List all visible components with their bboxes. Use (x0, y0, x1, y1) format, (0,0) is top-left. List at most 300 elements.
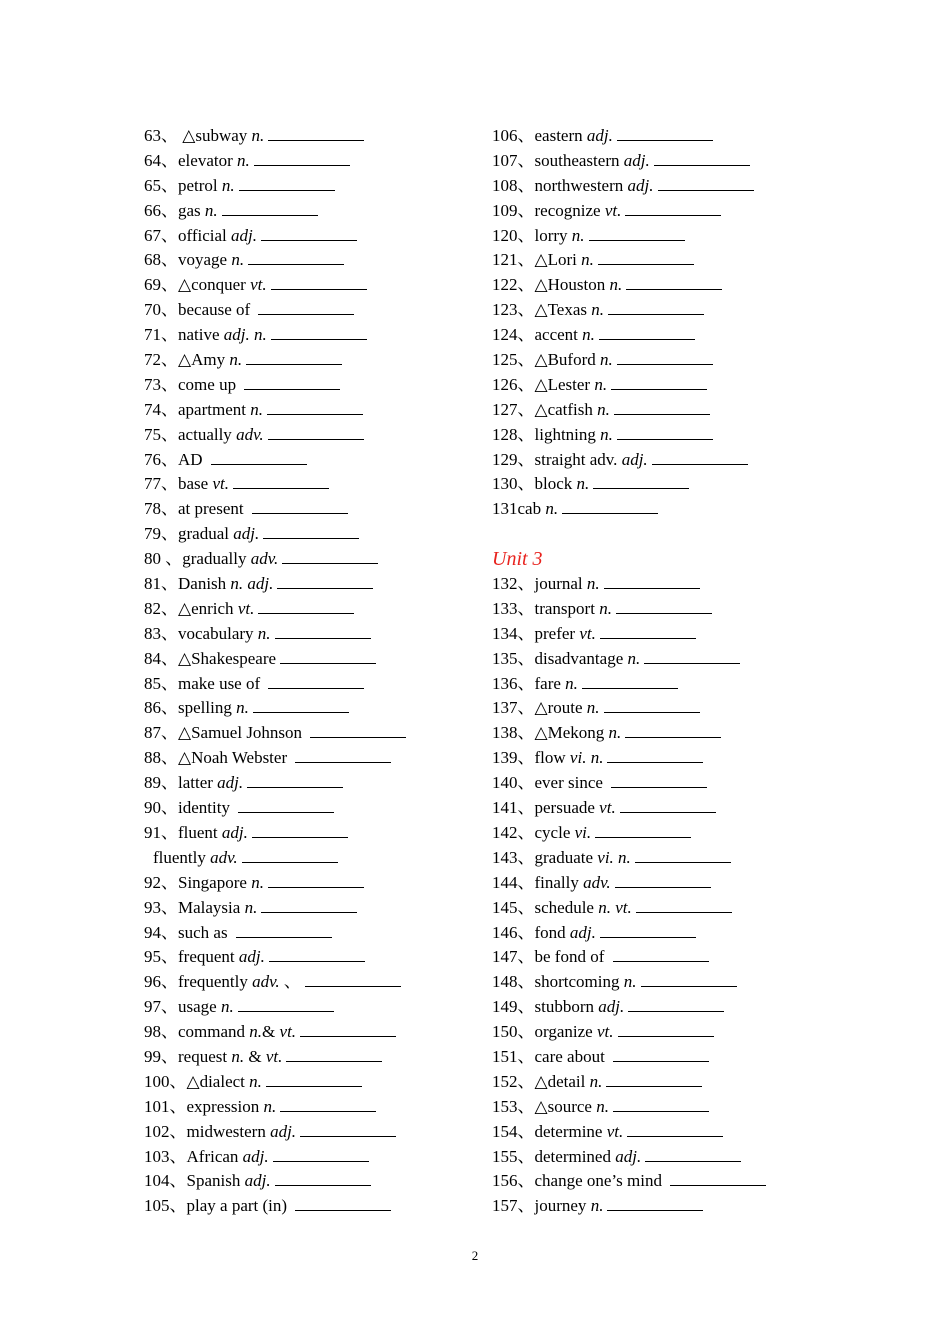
answer-blank[interactable] (654, 151, 750, 166)
vocab-word: block (534, 474, 577, 494)
vocab-item (492, 647, 812, 672)
vocab-item (144, 995, 464, 1020)
answer-blank[interactable] (607, 1196, 703, 1211)
answer-blank[interactable] (310, 723, 406, 738)
answer-blank[interactable] (620, 798, 716, 813)
answer-blank[interactable] (617, 350, 713, 365)
part-of-speech: n. (600, 424, 613, 444)
part-of-speech: adj. (621, 449, 648, 469)
vocab-item (492, 921, 812, 946)
vocab-item (144, 721, 464, 746)
vocab-item (144, 572, 464, 597)
item-number: 63、 (144, 126, 183, 145)
unit-heading: Unit 3 (492, 548, 543, 571)
vocab-item (492, 1145, 812, 1170)
answer-blank[interactable] (617, 425, 713, 440)
vocab-word: organize (534, 1022, 597, 1042)
answer-blank[interactable] (286, 1047, 382, 1062)
vocab-item (492, 1070, 812, 1095)
vocab-item (492, 572, 812, 597)
item-number: 80 、 (144, 549, 183, 569)
vocab-item (144, 597, 464, 622)
item-number: 65、 (144, 175, 178, 195)
vocab-word: graduate (534, 847, 598, 867)
answer-blank[interactable] (247, 773, 343, 788)
item-number: 106、 (492, 126, 535, 145)
vocab-item (144, 647, 464, 672)
answer-blank[interactable] (608, 300, 704, 315)
answer-blank[interactable] (277, 574, 373, 589)
vocab-item (144, 199, 464, 224)
answer-blank[interactable] (641, 972, 737, 987)
part-of-speech: n. (545, 499, 559, 519)
item-number: 155、 (492, 1146, 535, 1166)
answer-blank[interactable] (615, 873, 711, 888)
answer-blank[interactable] (280, 1097, 376, 1112)
item-number: 75、 (144, 424, 178, 444)
item-number: 92、 (144, 872, 178, 892)
vocab-word: △dialect (186, 1071, 250, 1091)
item-number: 89、 (144, 773, 178, 793)
answer-blank[interactable] (635, 848, 731, 863)
vocab-word: stubborn (534, 997, 599, 1017)
vocab-word: northwestern (534, 175, 628, 195)
conjunction: & (262, 1022, 280, 1042)
vocab-word: journal (534, 574, 587, 594)
item-number: 137、 (492, 698, 535, 718)
answer-blank[interactable] (222, 201, 318, 216)
vocab-item (144, 224, 464, 249)
vocab-word: shortcoming (534, 972, 624, 992)
item-number: 120、 (492, 225, 535, 245)
vocab-word: recognize (534, 200, 605, 220)
vocab-word: usage (178, 997, 221, 1017)
vocab-word: △Shakespeare (178, 648, 277, 668)
item-number: 84、 (144, 648, 178, 668)
answer-blank[interactable] (252, 499, 348, 514)
answer-blank[interactable] (271, 275, 367, 290)
answer-blank[interactable] (267, 400, 363, 415)
item-number: 139、 (492, 748, 535, 768)
answer-blank[interactable] (248, 250, 344, 265)
vocab-item (492, 323, 812, 348)
answer-blank[interactable] (254, 151, 350, 166)
vocab-word: gas (178, 200, 205, 220)
item-number: 97、 (144, 997, 178, 1017)
answer-blank[interactable] (589, 226, 685, 241)
answer-blank[interactable] (599, 325, 695, 340)
item-number: 148、 (492, 972, 535, 992)
answer-blank[interactable] (626, 275, 722, 290)
vocab-word: because of (178, 300, 255, 320)
part-of-speech: n. (229, 350, 243, 370)
item-number: 73、 (144, 374, 178, 394)
vocab-item (492, 298, 812, 323)
vocab-item (492, 597, 812, 622)
vocab-item (492, 398, 812, 423)
part-of-speech: n. (231, 250, 245, 270)
item-number: 124、 (492, 325, 535, 345)
answer-blank[interactable] (617, 126, 713, 141)
vocab-word: request (178, 1046, 232, 1066)
vocab-item (144, 248, 464, 273)
vocab-word: flow (534, 748, 570, 768)
answer-blank[interactable] (645, 1147, 741, 1162)
vocab-word: cab (517, 499, 546, 519)
answer-blank[interactable] (628, 997, 724, 1012)
vocab-word: △source (534, 1096, 597, 1116)
vocab-item (492, 1095, 812, 1120)
vocab-item (144, 796, 464, 821)
vocab-item (144, 373, 464, 398)
part-of-speech: adj. (231, 225, 258, 245)
vocab-item (144, 921, 464, 946)
part-of-speech: n. (591, 300, 604, 320)
answer-blank[interactable] (295, 748, 391, 763)
item-number: 70、 (144, 300, 178, 320)
part-of-speech: adj. (242, 1146, 269, 1166)
item-number: 146、 (492, 922, 535, 942)
part-of-speech: adv. (250, 549, 279, 569)
vocab-item (492, 995, 812, 1020)
answer-blank[interactable] (268, 425, 364, 440)
vocab-item (144, 323, 464, 348)
item-number: 156、 (492, 1171, 535, 1191)
item-number: 122、 (492, 275, 535, 295)
vocab-item (492, 199, 812, 224)
answer-blank[interactable] (614, 400, 710, 415)
answer-blank[interactable] (636, 898, 732, 913)
answer-blank[interactable] (236, 923, 332, 938)
answer-blank[interactable] (273, 1147, 369, 1162)
vocab-word: identity (178, 798, 235, 818)
vocab-item (492, 721, 812, 746)
vocab-item (492, 696, 812, 721)
vocab-item (144, 846, 464, 871)
answer-blank[interactable] (644, 649, 740, 664)
answer-blank[interactable] (607, 748, 703, 763)
part-of-speech: n. (597, 399, 610, 419)
vocab-item (492, 124, 812, 149)
vocab-word: △Texas (534, 300, 592, 320)
vocab-word: determined (534, 1146, 616, 1166)
vocab-word: prefer (534, 623, 580, 643)
answer-blank[interactable] (268, 126, 364, 141)
item-number: 107、 (492, 150, 535, 170)
item-number: 100、 (144, 1071, 187, 1091)
part-of-speech: vt. (604, 200, 622, 220)
answer-blank[interactable] (258, 599, 354, 614)
answer-blank[interactable] (238, 798, 334, 813)
answer-blank[interactable] (613, 1047, 709, 1062)
vocab-word: at present (178, 499, 248, 519)
item-number: 121、 (492, 250, 535, 270)
vocab-item (492, 1020, 812, 1045)
vocab-word: Singapore (178, 872, 252, 892)
answer-blank[interactable] (562, 499, 658, 514)
vocab-word: petrol (178, 175, 222, 195)
part-of-speech: n. (220, 997, 234, 1017)
vocab-item (492, 970, 812, 995)
part-of-speech: n. (249, 1071, 262, 1091)
part-of-speech: n. (571, 225, 585, 245)
part-of-speech: n. (582, 325, 595, 345)
part-of-speech: n. (251, 126, 265, 145)
answer-blank[interactable] (611, 773, 707, 788)
answer-blank[interactable] (300, 1122, 396, 1137)
answer-blank[interactable] (300, 1022, 396, 1037)
part-of-speech: adj. (615, 1146, 642, 1166)
vocab-item (492, 224, 812, 249)
answer-blank[interactable] (611, 375, 707, 390)
part-of-speech: n. adj. (230, 574, 274, 594)
answer-blank[interactable] (606, 1072, 702, 1087)
part-of-speech: n. (263, 1096, 277, 1116)
answer-blank[interactable] (595, 823, 691, 838)
vocab-word: △Buford (534, 350, 600, 370)
vocab-word: transport (534, 598, 600, 618)
vocab-item (144, 497, 464, 522)
part-of-speech: adj. (586, 126, 613, 145)
vocab-word: Malaysia (178, 897, 245, 917)
vocab-word: come up (178, 374, 241, 394)
item-number: 105、 (144, 1196, 187, 1216)
item-number: 93、 (144, 897, 178, 917)
answer-blank[interactable] (670, 1171, 766, 1186)
vocab-word: frequently (178, 972, 253, 992)
vocab-word: midwestern (186, 1121, 271, 1141)
item-number: 104、 (144, 1171, 187, 1191)
vocab-word: native (178, 325, 224, 345)
part-of-speech: n. (600, 350, 613, 370)
item-number: 82、 (144, 598, 178, 618)
answer-blank[interactable] (275, 1171, 371, 1186)
answer-blank[interactable] (613, 947, 709, 962)
item-number: 151、 (492, 1046, 535, 1066)
item-number: 131 (492, 499, 518, 519)
vocab-item (144, 298, 464, 323)
item-number: 129、 (492, 449, 535, 469)
vocab-word: △Lori (534, 250, 582, 270)
item-number: 102、 (144, 1121, 187, 1141)
vocab-word: △Samuel Johnson (178, 723, 307, 743)
answer-blank[interactable] (242, 848, 338, 863)
answer-blank[interactable] (244, 375, 340, 390)
item-number: 64、 (144, 150, 178, 170)
vocab-word: command (178, 1022, 250, 1042)
vocab-item (144, 522, 464, 547)
part-of-speech: adj. n. (223, 325, 267, 345)
answer-blank[interactable] (627, 1122, 723, 1137)
answer-blank[interactable] (280, 649, 376, 664)
answer-blank[interactable] (604, 698, 700, 713)
vocab-item (144, 871, 464, 896)
vocab-item (144, 821, 464, 846)
vocab-word: △Amy (178, 350, 230, 370)
vocab-word: fare (534, 673, 566, 693)
vocab-item (144, 945, 464, 970)
vocab-item (492, 497, 812, 522)
vocab-word: fluent (178, 822, 222, 842)
part-of-speech: n. (236, 698, 249, 718)
part-of-speech: adj. (623, 150, 650, 170)
answer-blank[interactable] (305, 972, 401, 987)
part-of-speech: vt. (250, 275, 267, 295)
item-number: 147、 (492, 947, 535, 967)
vocab-item (144, 149, 464, 174)
answer-blank[interactable] (600, 923, 696, 938)
item-number: 76、 (144, 449, 178, 469)
item-number: 136、 (492, 673, 535, 693)
answer-blank[interactable] (271, 325, 367, 340)
part-of-speech: n. (596, 1096, 609, 1116)
answer-blank[interactable] (618, 1022, 714, 1037)
item-number: 135、 (492, 648, 535, 668)
vocab-item (492, 846, 812, 871)
item-number: 142、 (492, 822, 535, 842)
part-of-speech: adj. (233, 524, 260, 544)
vocab-item (144, 1045, 464, 1070)
part-of-speech: adj. (569, 922, 596, 942)
item-number: 132、 (492, 574, 535, 594)
part-of-speech: vt. (265, 1046, 283, 1066)
part-of-speech: adv. (252, 972, 280, 992)
answer-blank[interactable] (268, 873, 364, 888)
item-number: 78、 (144, 499, 178, 519)
item-number: 141、 (492, 798, 535, 818)
vocab-word: △Houston (534, 275, 610, 295)
vocab-word: disadvantage (534, 648, 628, 668)
vocab-item (144, 174, 464, 199)
vocab-word: △Mekong (534, 723, 609, 743)
vocab-item (492, 821, 812, 846)
vocab-item (144, 672, 464, 697)
item-number: 127、 (492, 399, 535, 419)
answer-blank[interactable] (625, 201, 721, 216)
vocab-word: cycle (534, 822, 575, 842)
answer-blank[interactable] (266, 1072, 362, 1087)
answer-blank[interactable] (261, 226, 357, 241)
answer-blank[interactable] (604, 574, 700, 589)
vocab-item (492, 472, 812, 497)
vocab-word: frequent (178, 947, 239, 967)
vocab-word: lorry (534, 225, 572, 245)
part-of-speech: n. (608, 723, 622, 743)
right-column (492, 124, 812, 1219)
part-of-speech: n. (627, 648, 641, 668)
item-number: 144、 (492, 872, 535, 892)
vocab-item (492, 672, 812, 697)
answer-blank[interactable] (246, 350, 342, 365)
item-number: 138、 (492, 723, 535, 743)
spacer (492, 522, 812, 547)
part-of-speech: n. (249, 1022, 263, 1042)
vocab-word: △enrich (178, 598, 238, 618)
vocab-item (492, 871, 812, 896)
vocab-item (144, 547, 464, 572)
vocab-item (144, 896, 464, 921)
answer-blank[interactable] (625, 723, 721, 738)
answer-blank[interactable] (295, 1196, 391, 1211)
item-number: 95、 (144, 947, 178, 967)
part-of-speech: vt. (279, 1022, 297, 1042)
answer-blank[interactable] (600, 624, 696, 639)
item-number: 96、 (144, 972, 178, 992)
vocab-item (144, 398, 464, 423)
vocab-item (144, 1145, 464, 1170)
part-of-speech: n. (589, 1071, 603, 1091)
part-of-speech: n. (586, 698, 600, 718)
answer-blank[interactable] (598, 250, 694, 265)
conjunction: & (244, 1046, 266, 1066)
answer-blank[interactable] (652, 450, 748, 465)
item-number: 140、 (492, 773, 535, 793)
answer-blank[interactable] (613, 1097, 709, 1112)
part-of-speech: adj. (244, 1171, 271, 1191)
answer-blank[interactable] (252, 823, 348, 838)
part-of-speech: n. (599, 598, 612, 618)
item-number: 83、 (144, 623, 178, 643)
vocab-item (144, 1169, 464, 1194)
item-number: 79、 (144, 524, 178, 544)
answer-blank[interactable] (263, 524, 359, 539)
item-number: 85、 (144, 673, 178, 693)
answer-blank[interactable] (258, 300, 354, 315)
answer-blank[interactable] (282, 549, 378, 564)
answer-blank[interactable] (261, 898, 357, 913)
vocab-word: △conquer (178, 275, 251, 295)
part-of-speech: n. (609, 275, 623, 295)
vocab-item (492, 1194, 812, 1219)
part-of-speech: n. (590, 1196, 604, 1216)
item-number: 87、 (144, 723, 178, 743)
vocab-item (144, 273, 464, 298)
vocab-word: Danish (178, 574, 231, 594)
answer-blank[interactable] (616, 599, 712, 614)
item-number: 77、 (144, 474, 178, 494)
vocab-item (144, 472, 464, 497)
answer-blank[interactable] (269, 947, 365, 962)
answer-blank[interactable] (582, 674, 678, 689)
vocab-word: actually (178, 424, 237, 444)
vocab-item (144, 124, 464, 149)
item-number: 145、 (492, 897, 535, 917)
answer-blank[interactable] (211, 450, 307, 465)
part-of-speech: vt. (596, 1022, 614, 1042)
vocab-item (492, 771, 812, 796)
item-number: 157、 (492, 1196, 535, 1216)
part-of-speech: adv. (236, 424, 264, 444)
item-number: 66、 (144, 200, 178, 220)
answer-blank[interactable] (239, 176, 335, 191)
vocab-item (492, 1120, 812, 1145)
answer-blank[interactable] (275, 624, 371, 639)
vocab-item (492, 373, 812, 398)
item-number: 69、 (144, 275, 178, 295)
item-number: 123、 (492, 300, 535, 320)
vocab-word: schedule (534, 897, 599, 917)
answer-blank[interactable] (233, 474, 329, 489)
vocab-word: care about (534, 1046, 610, 1066)
answer-blank[interactable] (268, 674, 364, 689)
answer-blank[interactable] (238, 997, 334, 1012)
vocab-word: finally (534, 872, 584, 892)
answer-blank[interactable] (253, 698, 349, 713)
answer-blank[interactable] (658, 176, 754, 191)
answer-blank[interactable] (593, 474, 689, 489)
vocab-word: official (178, 225, 232, 245)
vocab-word: AD (178, 449, 207, 469)
